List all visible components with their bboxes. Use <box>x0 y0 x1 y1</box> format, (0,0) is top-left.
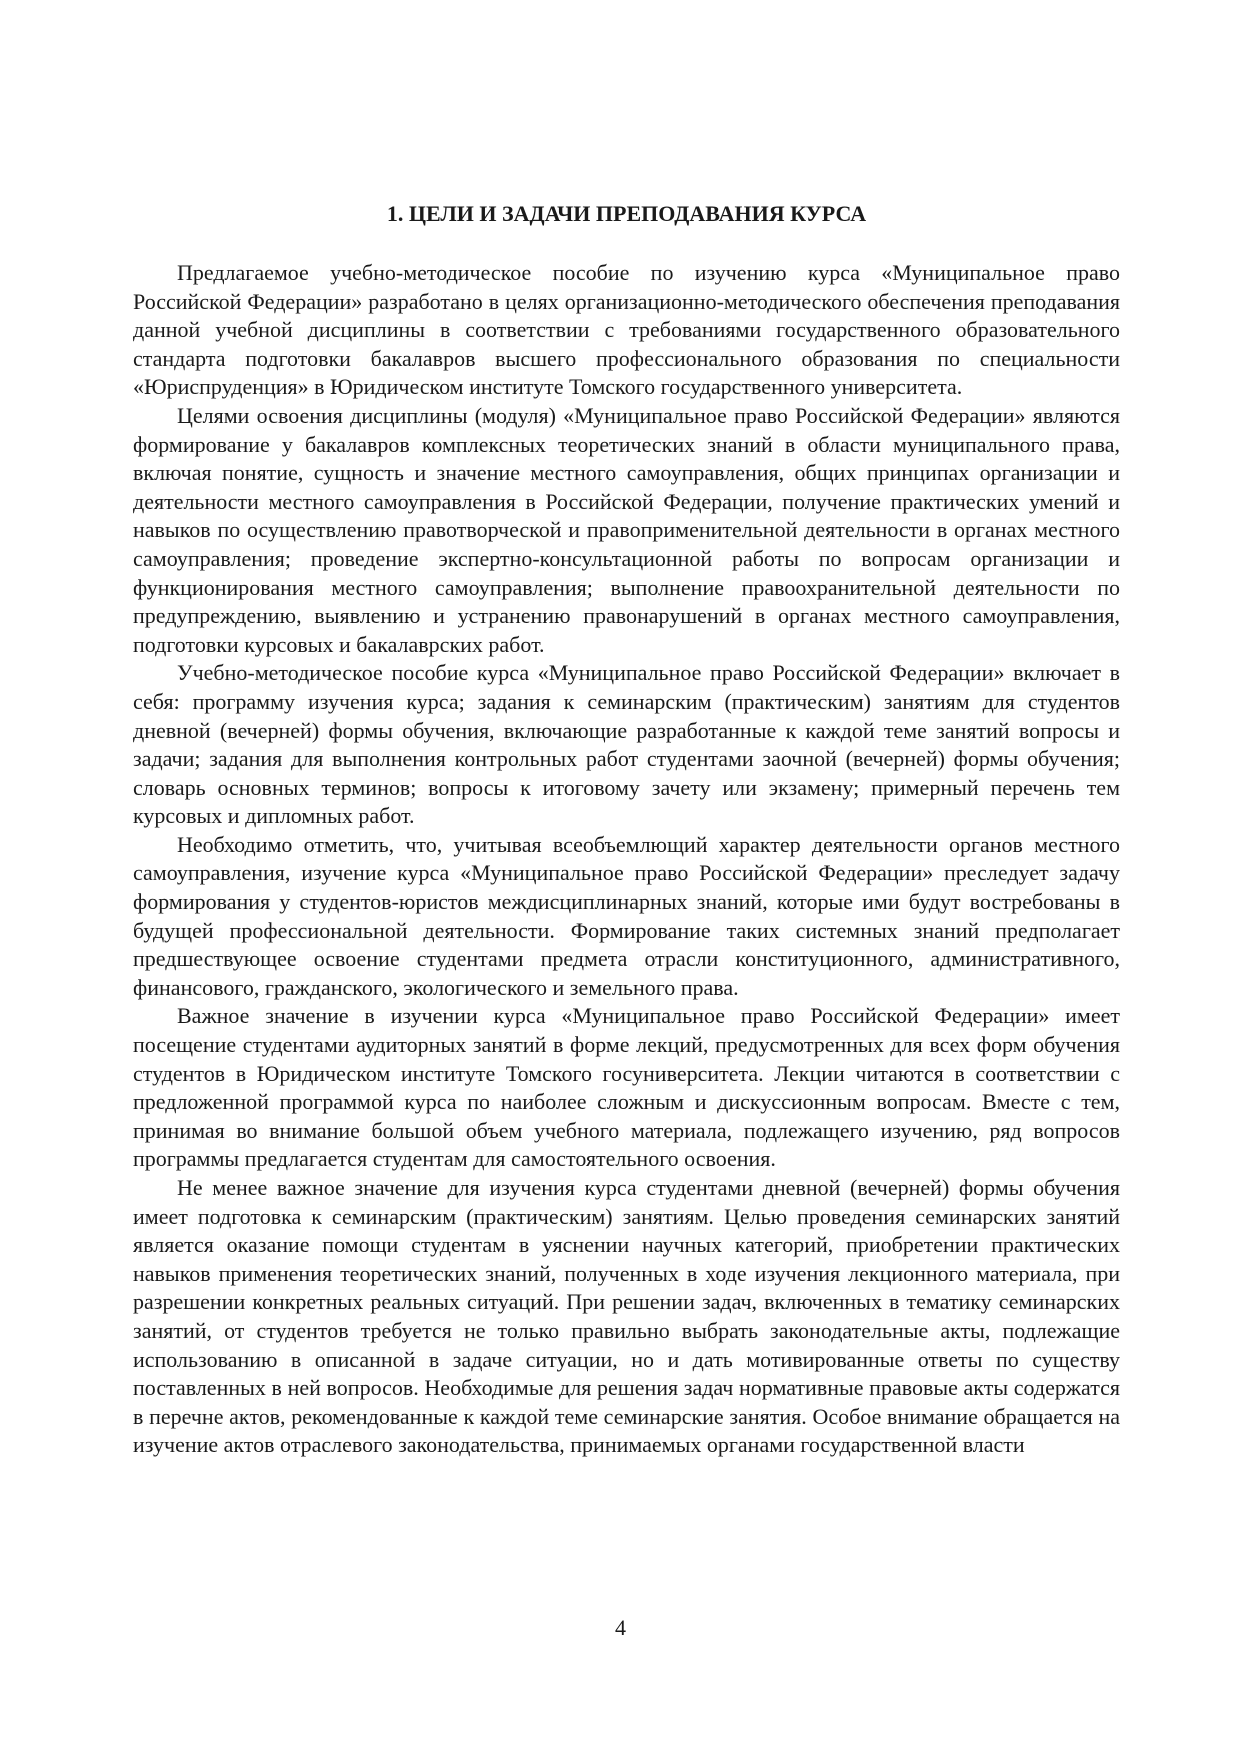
paragraph: Целями освоения дисциплины (модуля) «Муниципальное право Российской Федерации» являются формирование у бакалавров комплексных теоретических знаний в области муниципального права, включая понятие, сущность и значение местного самоуправления, общих принципах организации и деятельности местного самоуправления в Российской Федерации, получение практических умений и навыков по осуществлению правотворческой и правоприменительной деятельности в органах местного самоуправления; проведение экспертно-консультационной работы по вопросам организации и функционирования местного самоуправления; выполнение правоохранительной деятельности по предупреждению, выявлению и устранению правонарушений в органах местного самоуправления, подготовки курсовых и бакалаврских работ. <box>133 402 1120 657</box>
page-number: 4 <box>615 1615 626 1640</box>
paragraph: Необходимо отметить, что, учитывая всеобъемлющий характер деятельности органов местного самоуправления, изучение курса «Муниципальное право Российской Федерации» преследует задачу формирования у студентов-юристов междисциплинарных знаний, которые ими будут востребованы в будущей профессиональной деятельности. Формирование таких системных знаний предполагает предшествующее освоение студентами предмета отрасли конституционного, административного, финансового, гражданского, экологического и земельного права. <box>133 831 1120 1000</box>
paragraph: Предлагаемое учебно-методическое пособие по изучению курса «Муниципальное право Российской Федерации» разработано в целях организационно-методического обеспечения преподавания данной учебной дисциплины в соответствии с требованиями государственного образовательного стандарта подготовки бакалавров высшего профессионального образования по специальности «Юриспруденция» в Юридическом институте Томского государственного университета. <box>133 260 1120 400</box>
paragraph: Учебно-методическое пособие курса «Муниципальное право Российской Федерации» включает в себя: программу изучения курса; задания к семинарским (практическим) занятиям для студентов дневной (вечерней) формы обучения, включающие разработанные к каждой теме занятий вопросы и задачи; задания для выполнения контрольных работ студентами заочной (вечерней) формы обучения; словарь основных терминов; вопросы к итоговому зачету или экзамену; примерный перечень тем курсовых и дипломных работ. <box>133 660 1120 829</box>
body-text <box>133 259 1120 1460</box>
section-heading: 1. ЦЕЛИ И ЗАДАЧИ ПРЕПОДАВАНИЯ КУРСА <box>386 201 867 226</box>
paragraph: Важное значение в изучении курса «Муниципальное право Российской Федерации» имеет посещение студентами аудиторных занятий в форме лекций, предусмотренных для всех форм обучения студентов в Юридическом институте Томского госуниверситета. Лекции читаются в соответствии с предложенной программой курса по наиболее сложным и дискуссионным вопросам. Вместе с тем, принимая во внимание большой объем учебного материала, подлежащего изучению, ряд вопросов программы предлагается студентам для самостоятельного освоения. <box>133 1003 1120 1172</box>
paragraph: Не менее важное значение для изучения курса студентами дневной (вечерней) формы обучения имеет подготовка к семинарским (практическим) занятиям. Целью проведения семинарских занятий является оказание помощи студентам в уяснении научных категорий, приобретении практических навыков применения теоретических знаний, полученных в ходе изучения лекционного материала, при разрешении конкретных реальных ситуаций. При решении задач, включенных в тематику семинарских занятий, от студентов требуется не только правильно выбрать законодательные акты, подлежащие использованию в описанной в задаче ситуации, но и дать мотивированные ответы по существу поставленных в ней вопросов. Необходимые для решения задач нормативные правовые акты содержатся в перечне актов, рекомендованные к каждой теме семинарские занятия. Особое внимание обращается на изучение актов отраслевого законодательства, принимаемых органами государственной власти <box>133 1175 1120 1458</box>
